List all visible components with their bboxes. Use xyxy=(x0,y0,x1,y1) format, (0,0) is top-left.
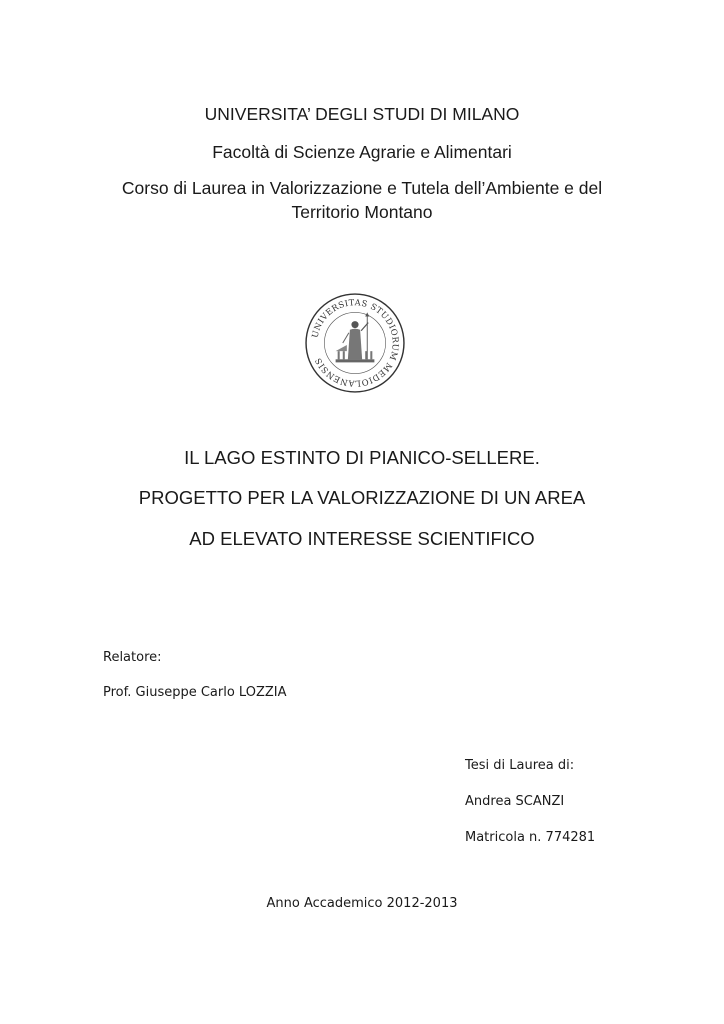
svg-text:UNIVERSITAS STUDIORUM MEDIOLAN: UNIVERSITAS STUDIORUM MEDIOLANENSIS xyxy=(309,297,401,389)
faculty-name: Facoltà di Scienze Agrarie e Alimentari xyxy=(212,142,512,162)
supervisor-name: Prof. Giuseppe Carlo LOZZIA xyxy=(103,685,287,700)
student-name: Andrea SCANZI xyxy=(465,794,565,809)
thesis-title-line1: IL LAGO ESTINTO DI PIANICO-SELLERE. xyxy=(184,447,540,468)
academic-year: Anno Accademico 2012-2013 xyxy=(266,896,458,911)
thesis-title-line3: AD ELEVATO INTERESSE SCIENTIFICO xyxy=(189,528,535,549)
supervisor-label: Relatore: xyxy=(103,650,162,665)
course-name-line1: Corso di Laurea in Valorizzazione e Tutela dell’Ambiente e del xyxy=(121,178,603,198)
student-label: Tesi di Laurea di: xyxy=(465,758,575,773)
course-name-line2: Territorio Montano xyxy=(291,202,433,222)
student-matricola: Matricola n. 774281 xyxy=(465,830,596,845)
university-seal-icon xyxy=(304,292,406,394)
thesis-title-line2: PROGETTO PER LA VALORIZZAZIONE DI UN AREA xyxy=(138,487,586,508)
university-name: UNIVERSITA’ DEGLI STUDI DI MILANO xyxy=(204,104,520,124)
